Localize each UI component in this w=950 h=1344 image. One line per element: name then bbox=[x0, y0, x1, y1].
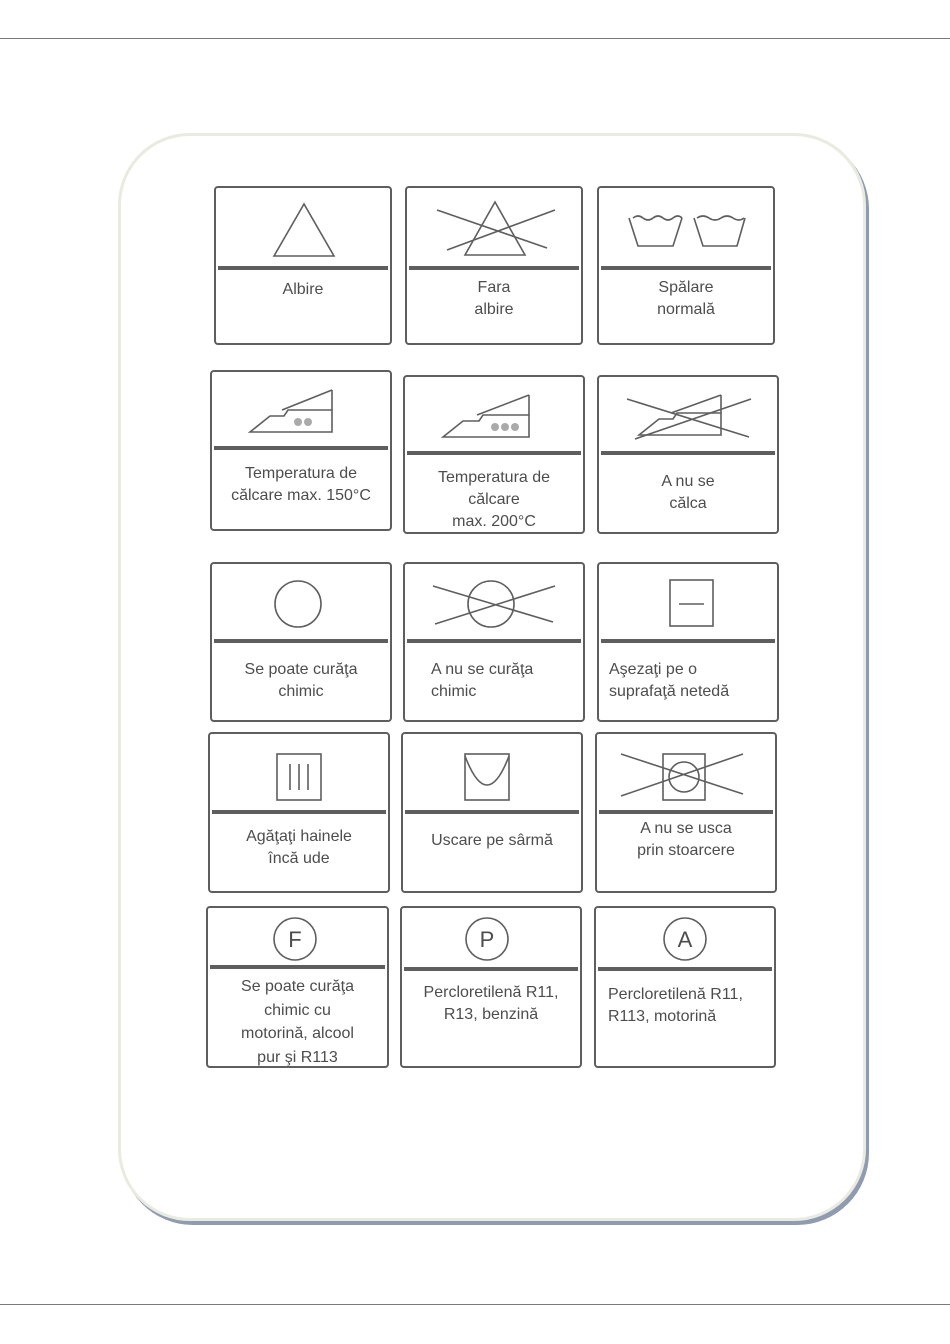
card-spalare-normala bbox=[597, 186, 775, 345]
label-agatati-ude: Agăţaţi hainele încă ude bbox=[246, 828, 352, 867]
bottom-rule bbox=[0, 1304, 950, 1305]
label-temperatura-150: Temperatura de călcare max. 150°C bbox=[231, 465, 371, 504]
line-dry-icon bbox=[403, 734, 581, 810]
circle-icon bbox=[212, 564, 390, 640]
card-temperatura-150 bbox=[210, 370, 392, 531]
circle-f-icon bbox=[208, 908, 387, 970]
label-spalare-normala: Spălare normală bbox=[657, 279, 715, 318]
letter-a: A bbox=[677, 927, 693, 952]
card-uscare-sarma bbox=[401, 732, 583, 893]
label-chimic-a: Percloretilenă R11, R113, motorină bbox=[608, 986, 743, 1025]
card-asezati-plat bbox=[597, 562, 779, 722]
label-chimic-f: Se poate curăţa chimic cu motorină, alcool pur şi R113 bbox=[241, 978, 354, 1066]
card-agatati-ude bbox=[208, 732, 390, 893]
label-a-nu-se-calca: A nu se călca bbox=[661, 473, 715, 512]
card-chimic-p bbox=[400, 906, 582, 1068]
flat-dry-icon bbox=[599, 564, 777, 640]
top-rule bbox=[0, 38, 950, 39]
label-nu-curata-chimic: A nu se curăţa chimic bbox=[431, 661, 534, 700]
card-nu-curata-chimic bbox=[403, 562, 585, 722]
card-temperatura-200 bbox=[403, 375, 585, 534]
card-chimic-f bbox=[206, 906, 389, 1068]
crossed-circle-icon bbox=[405, 564, 583, 640]
label-chimic-p: Percloretilenă R11, R13, benzină bbox=[423, 984, 559, 1023]
triangle-icon bbox=[216, 188, 390, 266]
card-albire bbox=[214, 186, 392, 345]
iron-three-dots-icon bbox=[405, 377, 583, 453]
label-curata-chimic: Se poate curăţa chimic bbox=[244, 661, 358, 700]
crossed-iron-icon bbox=[599, 377, 777, 453]
crossed-tumble-dry-icon bbox=[597, 734, 775, 810]
letter-p: P bbox=[479, 927, 495, 952]
card-chimic-a bbox=[594, 906, 776, 1068]
wash-basin-icon bbox=[599, 188, 773, 266]
label-asezati-plat: Aşezaţi pe o suprafaţă netedă bbox=[609, 661, 730, 700]
label-nu-usca-stoarcere: A nu se usca prin stoarcere bbox=[637, 820, 735, 859]
crossed-triangle-icon bbox=[407, 188, 581, 266]
circle-a-icon bbox=[596, 908, 774, 970]
label-albire: Albire bbox=[282, 281, 324, 298]
drip-dry-icon bbox=[210, 734, 388, 810]
label-fara-albire: Fara albire bbox=[474, 279, 514, 318]
card-nu-usca-stoarcere bbox=[595, 732, 777, 893]
card-a-nu-se-calca bbox=[597, 375, 779, 534]
label-temperatura-200: Temperatura de călcare max. 200°C bbox=[437, 469, 551, 530]
circle-p-icon bbox=[402, 908, 580, 970]
iron-two-dots-icon bbox=[212, 372, 390, 448]
letter-f: F bbox=[288, 927, 302, 952]
card-curata-chimic bbox=[210, 562, 392, 722]
label-uscare-sarma: Uscare pe sârmă bbox=[431, 832, 553, 849]
card-fara-albire bbox=[405, 186, 583, 345]
